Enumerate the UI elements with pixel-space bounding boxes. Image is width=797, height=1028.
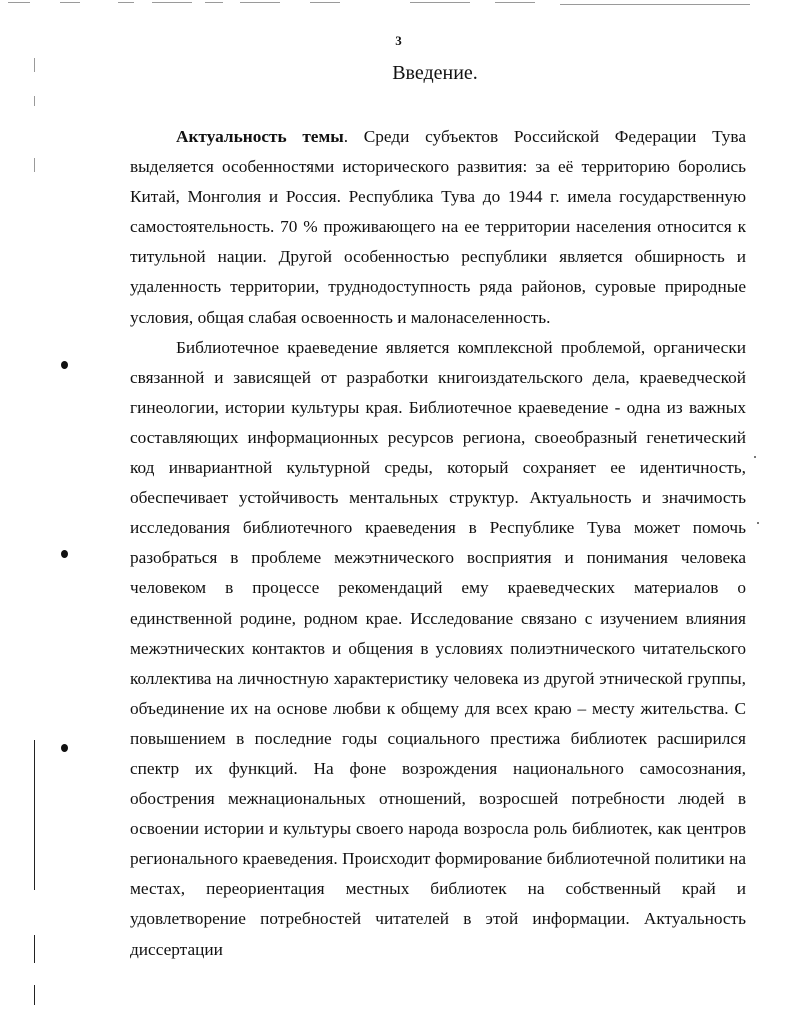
scan-mark [495,2,535,3]
scan-mark [560,4,750,5]
scan-speck [757,522,759,524]
paragraph-text: . Среди субъектов Российской Федерации Тува выделяется особенностями исторического развития: за её территорию боролись Китай, Монголия и Россия. Республика Тува до 1944 г. имела государственную самостоятельность. 70 % проживающего на ее территории населения относится к титульной нации. Другой особенностью республики является обширность и удаленность территории, труднодоступность ряда районов, суровые природные условия, общая слабая освоенность и малонаселенность. [130,127,747,327]
page-title: Введение. [392,62,478,84]
page-number: 3 [395,33,402,48]
scan-mark [60,2,80,3]
scan-mark [410,2,470,3]
scan-mark [310,2,340,3]
scan-edge-mark [34,158,35,172]
scan-top-edge [0,0,797,8]
scan-mark [240,2,280,3]
punch-hole-dot [61,550,68,558]
scan-edge-line [34,740,35,890]
punch-hole-dot [61,361,68,369]
paragraph-lead-heading: Актуальность темы [176,127,344,146]
scan-edge-line [34,985,35,1005]
scan-edge-line [34,935,35,963]
scan-mark [118,2,134,3]
scan-mark [8,2,30,3]
scan-mark [205,2,223,3]
punch-hole-dot [61,744,68,752]
paragraph-relevance [130,122,746,333]
scan-edge-mark [34,96,35,106]
paragraph-text: Библиотечное краеведение является комплексной проблемой, органически связанной и зависящей от разработки книгоиздательского дела, краеведческой гинеологии, истории культуры края. Библиотечное краеведение - одна из важных составляющих информационных ресурсов региона, своеобразный генетический код инвариантной культурной среды, который сохраняет ее идентичность, обеспечивает устойчивость ментальных структур. Актуальность и значимость исследования библиотечного краеведения в Республике Тува может помочь разобраться в проблеме межэтнического восприятия и понимания человека человеком в процессе рекомендаций ему краеведческих материалов о единственной родине, родном крае. Исследование связано с изучением влияния межэтнических контактов и общения в условиях полиэтнического читательского коллектива на личностную характеристику человека из другой этнической группы, объединение их на основе любви к общему для всех краю – месту жительства. С повышением в последние годы социального престижа библиотек расширился спектр их функций. На фоне возрождения национального самосознания, обострения межнациональных отношений, возросшей потребности людей в освоении истории и культуры своего народа возросла роль библиотек, как центров регионального краеведения. Происходит формирование библиотечной политики на местах, переориентация местных библиотек на собственный край и удовлетворение потребностей читателей в этой информации. Актуальность диссертации [130,337,746,959]
body-text [130,122,746,965]
scan-speck [754,456,756,458]
paragraph-library-local-history [130,333,746,965]
scan-mark [152,2,192,3]
